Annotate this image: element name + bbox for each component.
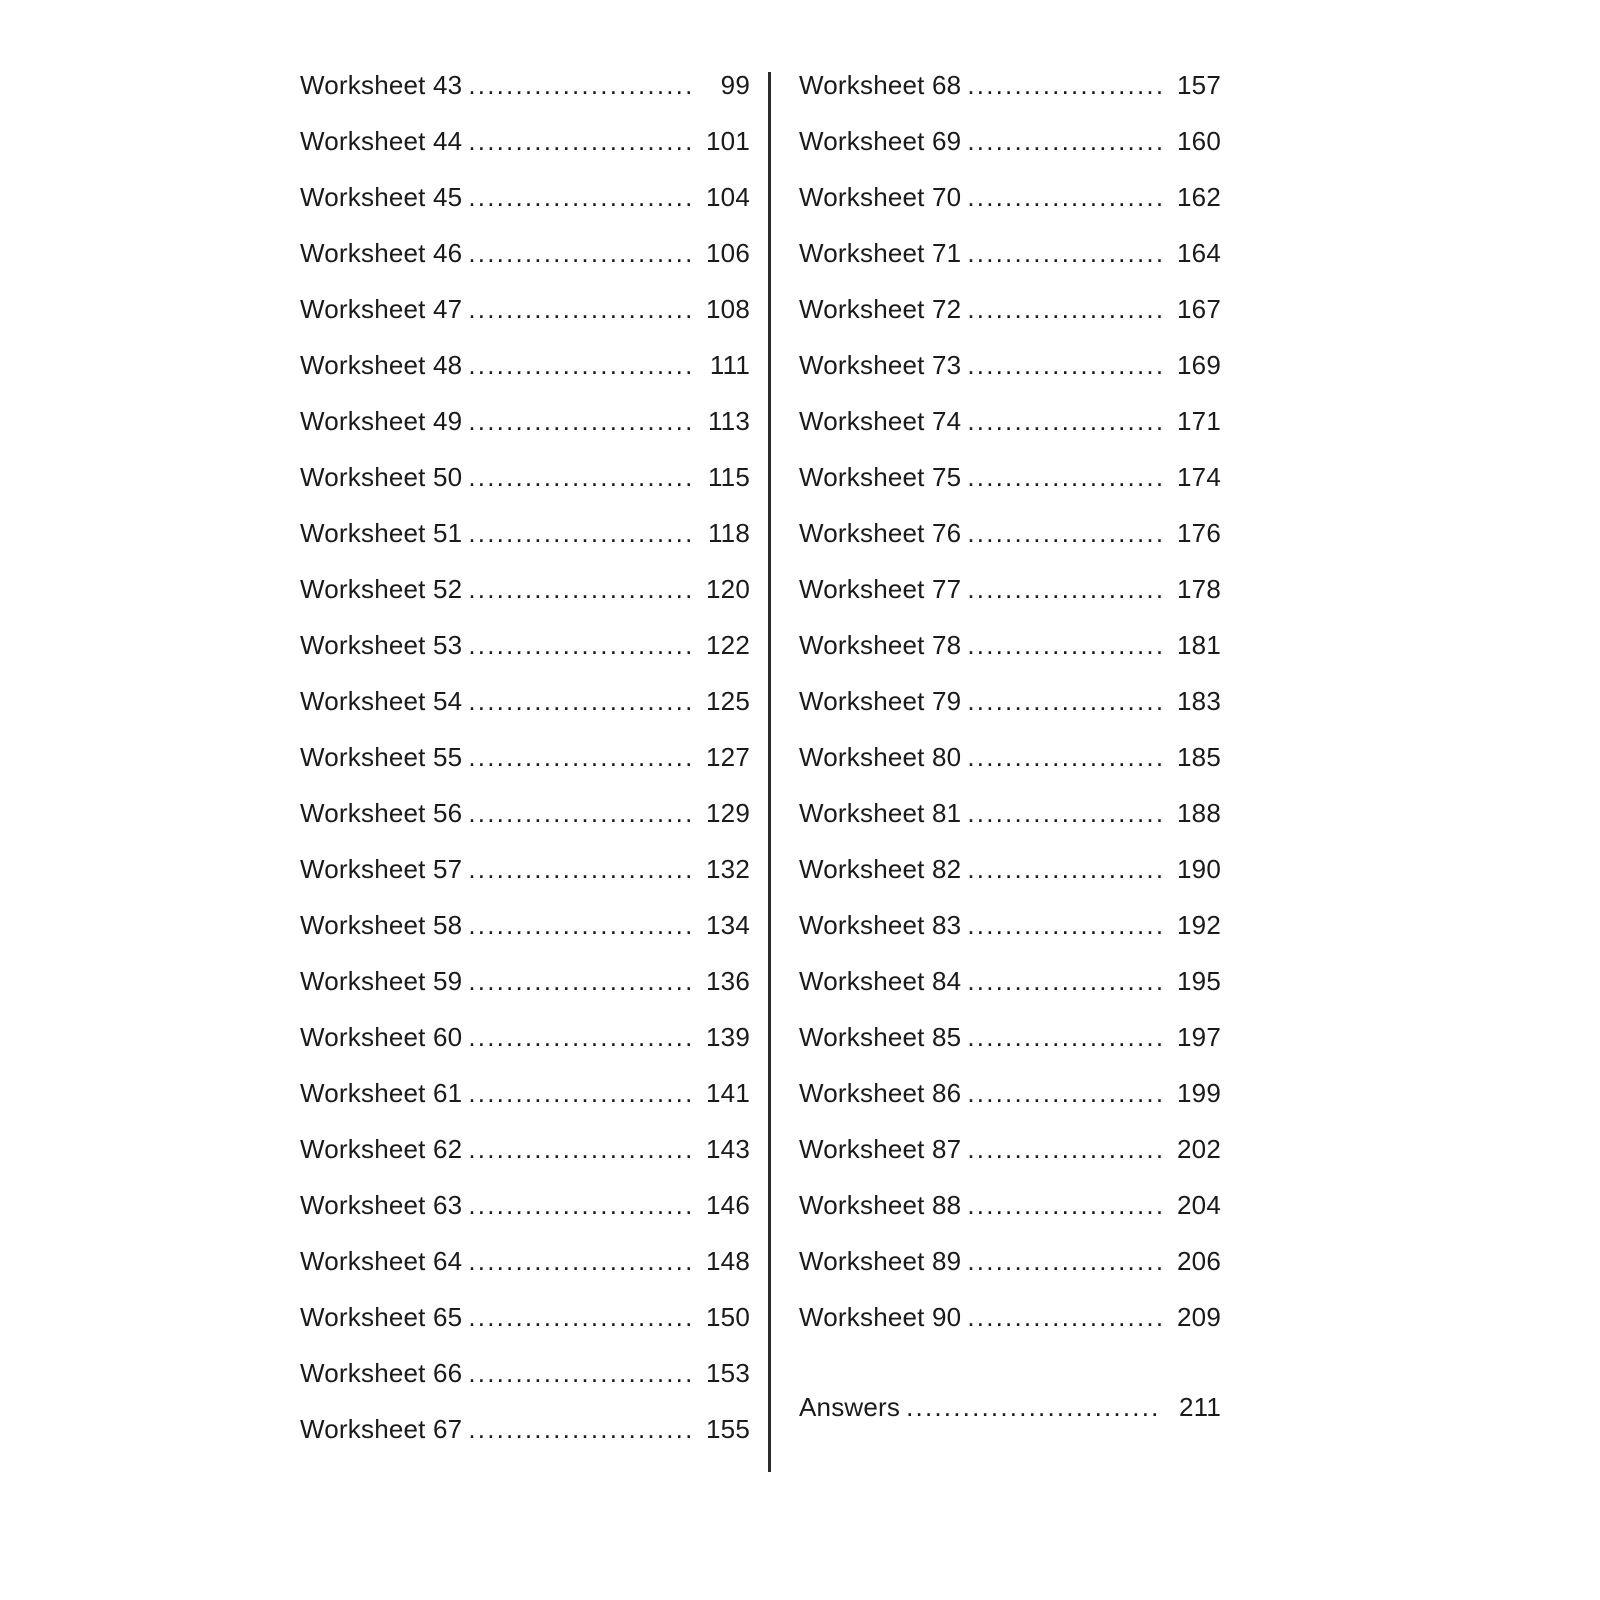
toc-leader-dots <box>468 1024 690 1050</box>
toc-leader-dots <box>468 1360 690 1386</box>
toc-entry[interactable] <box>799 744 1221 800</box>
toc-entry-label: Worksheet 57 <box>300 854 463 884</box>
toc-entry-page-number: 211 <box>1178 1392 1221 1422</box>
toc-entry[interactable] <box>300 1248 750 1304</box>
toc-entry-page-number: 136 <box>706 966 750 996</box>
toc-entry-label: Worksheet 58 <box>300 910 463 940</box>
toc-leader-dots <box>468 464 690 490</box>
toc-entry-label: Worksheet 44 <box>300 126 463 156</box>
toc-entry[interactable] <box>300 576 750 632</box>
toc-entry-page-number: 139 <box>706 1022 750 1052</box>
toc-entry-label: Worksheet 85 <box>799 1022 962 1052</box>
toc-entry[interactable] <box>300 464 750 520</box>
toc-entry-page-number: 113 <box>707 406 750 436</box>
toc-entry-page-number: 185 <box>1177 742 1221 772</box>
toc-entry[interactable] <box>799 968 1221 1024</box>
toc-entry-label: Worksheet 43 <box>300 70 463 100</box>
toc-entry-page-number: 122 <box>706 630 750 660</box>
toc-leader-dots <box>967 576 1161 602</box>
toc-entry[interactable] <box>300 1024 750 1080</box>
toc-entry[interactable] <box>799 912 1221 968</box>
toc-entry[interactable] <box>799 520 1221 576</box>
toc-entry-label: Worksheet 79 <box>799 686 962 716</box>
toc-entry-label: Worksheet 53 <box>300 630 463 660</box>
toc-entry-page-number: 197 <box>1177 1022 1221 1052</box>
toc-entry[interactable] <box>799 352 1221 408</box>
toc-entry[interactable] <box>799 296 1221 352</box>
toc-leader-dots <box>468 1192 690 1218</box>
toc-leader-dots <box>967 72 1161 98</box>
toc-entry[interactable] <box>799 408 1221 464</box>
toc-entry-label: Worksheet 65 <box>300 1302 463 1332</box>
toc-leader-dots <box>468 72 690 98</box>
toc-entry[interactable] <box>799 72 1221 128</box>
toc-entry-page-number: 150 <box>706 1302 750 1332</box>
toc-leader-dots <box>468 856 690 882</box>
toc-entry[interactable] <box>300 968 750 1024</box>
toc-entry-page-number: 202 <box>1177 1134 1221 1164</box>
toc-leader-dots <box>967 240 1161 266</box>
toc-entry-page-number: 99 <box>720 70 750 100</box>
toc-entry-label: Worksheet 52 <box>300 574 463 604</box>
toc-entry-page-number: 118 <box>707 518 750 548</box>
toc-leader-dots <box>967 912 1161 938</box>
toc-leader-dots <box>967 1192 1161 1218</box>
toc-entry-page-number: 162 <box>1177 182 1221 212</box>
toc-entry-label: Worksheet 61 <box>300 1078 463 1108</box>
toc-right-column <box>771 72 1221 1450</box>
toc-leader-dots <box>967 128 1161 154</box>
toc-entry-label: Worksheet 87 <box>799 1134 962 1164</box>
toc-entry-label: Worksheet 48 <box>300 350 463 380</box>
toc-leader-dots <box>468 240 690 266</box>
toc-leader-dots <box>468 352 690 378</box>
toc-leader-dots <box>967 464 1161 490</box>
toc-leader-dots <box>967 1304 1161 1330</box>
toc-entry-page-number: 141 <box>706 1078 750 1108</box>
toc-entry-label: Worksheet 70 <box>799 182 962 212</box>
toc-entry-page-number: 143 <box>706 1134 750 1164</box>
toc-entry-page-number: 169 <box>1177 350 1221 380</box>
toc-entry-page-number: 108 <box>706 294 750 324</box>
toc-entry-page-number: 195 <box>1177 966 1221 996</box>
toc-entry[interactable] <box>300 296 750 352</box>
toc-entry-page-number: 183 <box>1177 686 1221 716</box>
toc-entry-label: Worksheet 82 <box>799 854 962 884</box>
toc-entry[interactable] <box>799 576 1221 632</box>
toc-entry-label: Worksheet 69 <box>799 126 962 156</box>
toc-entry[interactable] <box>300 856 750 912</box>
toc-entry-page-number: 188 <box>1177 798 1221 828</box>
toc-entry[interactable] <box>300 1416 750 1472</box>
toc-entry-page-number: 157 <box>1177 70 1221 100</box>
toc-entry-label: Worksheet 56 <box>300 798 463 828</box>
toc-entry-label: Worksheet 51 <box>300 518 463 548</box>
toc-leader-dots <box>468 1136 690 1162</box>
toc-entry-page-number: 115 <box>707 462 750 492</box>
toc-entry[interactable] <box>300 1304 750 1360</box>
toc-leader-dots <box>468 800 690 826</box>
toc-leader-dots <box>967 184 1161 210</box>
toc-entry[interactable] <box>799 240 1221 296</box>
toc-leader-dots <box>468 1248 690 1274</box>
toc-entry-page-number: 164 <box>1177 238 1221 268</box>
toc-leader-dots <box>468 688 690 714</box>
toc-entry-page-number: 181 <box>1177 630 1221 660</box>
toc-leader-dots <box>468 520 690 546</box>
toc-entry[interactable] <box>799 688 1221 744</box>
toc-entry[interactable] <box>799 128 1221 184</box>
toc-entry-label: Worksheet 64 <box>300 1246 463 1276</box>
toc-entry-label: Worksheet 81 <box>799 798 962 828</box>
toc-entry-page-number: 171 <box>1177 406 1221 436</box>
toc-entry[interactable] <box>799 1080 1221 1136</box>
toc-leader-dots <box>468 1304 690 1330</box>
toc-entry-page-number: 148 <box>706 1246 750 1276</box>
toc-entry[interactable] <box>300 1136 750 1192</box>
toc-entry[interactable] <box>799 1394 1221 1450</box>
toc-entry-label: Worksheet 63 <box>300 1190 463 1220</box>
toc-leader-dots <box>967 688 1161 714</box>
toc-entry[interactable] <box>300 72 750 128</box>
toc-entry[interactable] <box>300 520 750 576</box>
toc-entry-page-number: 199 <box>1177 1078 1221 1108</box>
toc-entry-label: Worksheet 76 <box>799 518 962 548</box>
toc-entry-label: Worksheet 80 <box>799 742 962 772</box>
toc-leader-dots <box>967 968 1161 994</box>
toc-entry-page-number: 174 <box>1177 462 1221 492</box>
toc-entry-page-number: 167 <box>1177 294 1221 324</box>
toc-entry-label: Worksheet 67 <box>300 1414 463 1444</box>
toc-leader-dots <box>906 1394 1161 1420</box>
toc-entry-label: Worksheet 77 <box>799 574 962 604</box>
toc-entry[interactable] <box>799 1136 1221 1192</box>
toc-entry-label: Worksheet 55 <box>300 742 463 772</box>
toc-entry-label: Worksheet 74 <box>799 406 962 436</box>
toc-leader-dots <box>967 744 1161 770</box>
toc-entry-page-number: 111 <box>709 350 750 380</box>
table-of-contents <box>300 72 1240 1472</box>
toc-entry-page-number: 129 <box>706 798 750 828</box>
toc-entry-label: Worksheet 59 <box>300 966 463 996</box>
toc-entry-page-number: 146 <box>706 1190 750 1220</box>
toc-entry-label: Worksheet 75 <box>799 462 962 492</box>
toc-entry-page-number: 153 <box>706 1358 750 1388</box>
toc-entry-page-number: 106 <box>706 238 750 268</box>
toc-entry[interactable] <box>300 408 750 464</box>
toc-entry-page-number: 160 <box>1177 126 1221 156</box>
toc-entry[interactable] <box>300 184 750 240</box>
toc-entry-label: Worksheet 45 <box>300 182 463 212</box>
toc-entry-label: Worksheet 73 <box>799 350 962 380</box>
toc-entry[interactable] <box>799 632 1221 688</box>
toc-leader-dots <box>468 632 690 658</box>
toc-entry[interactable] <box>300 1080 750 1136</box>
toc-entry-page-number: 134 <box>706 910 750 940</box>
toc-entry-page-number: 190 <box>1177 854 1221 884</box>
toc-entry[interactable] <box>300 688 750 744</box>
toc-entry-page-number: 206 <box>1177 1246 1221 1276</box>
toc-leader-dots <box>468 744 690 770</box>
toc-leader-dots <box>967 856 1161 882</box>
toc-leader-dots <box>967 800 1161 826</box>
toc-leader-dots <box>967 1136 1161 1162</box>
toc-entry[interactable] <box>300 632 750 688</box>
toc-leader-dots <box>967 632 1161 658</box>
toc-entry-label: Answers <box>799 1392 901 1422</box>
toc-entry-page-number: 125 <box>706 686 750 716</box>
toc-leader-dots <box>468 1416 690 1442</box>
toc-leader-dots <box>468 1080 690 1106</box>
toc-entry-label: Worksheet 68 <box>799 70 962 100</box>
toc-entry[interactable] <box>300 1192 750 1248</box>
toc-entry-page-number: 155 <box>706 1414 750 1444</box>
toc-entry[interactable] <box>300 800 750 856</box>
toc-entry-label: Worksheet 86 <box>799 1078 962 1108</box>
toc-entry-label: Worksheet 54 <box>300 686 463 716</box>
toc-leader-dots <box>468 184 690 210</box>
toc-entry-label: Worksheet 84 <box>799 966 962 996</box>
toc-entry-page-number: 204 <box>1177 1190 1221 1220</box>
toc-leader-dots <box>468 912 690 938</box>
toc-leader-dots <box>468 968 690 994</box>
toc-leader-dots <box>967 1248 1161 1274</box>
toc-leader-dots <box>468 576 690 602</box>
toc-leader-dots <box>468 408 690 434</box>
toc-entry-label: Worksheet 60 <box>300 1022 463 1052</box>
toc-entry-page-number: 176 <box>1177 518 1221 548</box>
toc-leader-dots <box>468 296 690 322</box>
toc-leader-dots <box>967 408 1161 434</box>
toc-entry[interactable] <box>799 1024 1221 1080</box>
toc-entry[interactable] <box>799 800 1221 856</box>
toc-leader-dots <box>468 128 690 154</box>
toc-entry-page-number: 209 <box>1177 1302 1221 1332</box>
toc-entry-label: Worksheet 47 <box>300 294 463 324</box>
toc-entry-label: Worksheet 71 <box>799 238 962 268</box>
toc-entry-label: Worksheet 83 <box>799 910 962 940</box>
toc-entry[interactable] <box>799 184 1221 240</box>
toc-entry[interactable] <box>300 352 750 408</box>
toc-entry[interactable] <box>799 856 1221 912</box>
toc-entry-page-number: 127 <box>706 742 750 772</box>
toc-entry-label: Worksheet 66 <box>300 1358 463 1388</box>
toc-entry[interactable] <box>300 912 750 968</box>
toc-entry-label: Worksheet 72 <box>799 294 962 324</box>
toc-left-column <box>300 72 750 1472</box>
toc-entry-label: Worksheet 90 <box>799 1302 962 1332</box>
toc-entry-label: Worksheet 46 <box>300 238 463 268</box>
toc-entry-page-number: 104 <box>706 182 750 212</box>
toc-entry[interactable] <box>799 464 1221 520</box>
toc-entry[interactable] <box>300 128 750 184</box>
toc-entry[interactable] <box>799 1192 1221 1248</box>
toc-entry-label: Worksheet 49 <box>300 406 463 436</box>
toc-entry-page-number: 132 <box>706 854 750 884</box>
toc-entry-page-number: 101 <box>706 126 750 156</box>
toc-entry[interactable] <box>300 1360 750 1416</box>
toc-leader-dots <box>967 352 1161 378</box>
toc-entry[interactable] <box>300 240 750 296</box>
toc-leader-dots <box>967 296 1161 322</box>
toc-leader-dots <box>967 1080 1161 1106</box>
toc-entry[interactable] <box>799 1304 1221 1360</box>
toc-entry-label: Worksheet 88 <box>799 1190 962 1220</box>
toc-leader-dots <box>967 520 1161 546</box>
toc-entry[interactable] <box>799 1248 1221 1304</box>
toc-entry-page-number: 120 <box>706 574 750 604</box>
toc-entry-page-number: 178 <box>1177 574 1221 604</box>
toc-entry-label: Worksheet 89 <box>799 1246 962 1276</box>
toc-entry-label: Worksheet 50 <box>300 462 463 492</box>
toc-entry-page-number: 192 <box>1177 910 1221 940</box>
toc-leader-dots <box>967 1024 1161 1050</box>
toc-entry-label: Worksheet 78 <box>799 630 962 660</box>
toc-entry-label: Worksheet 62 <box>300 1134 463 1164</box>
toc-entry[interactable] <box>300 744 750 800</box>
